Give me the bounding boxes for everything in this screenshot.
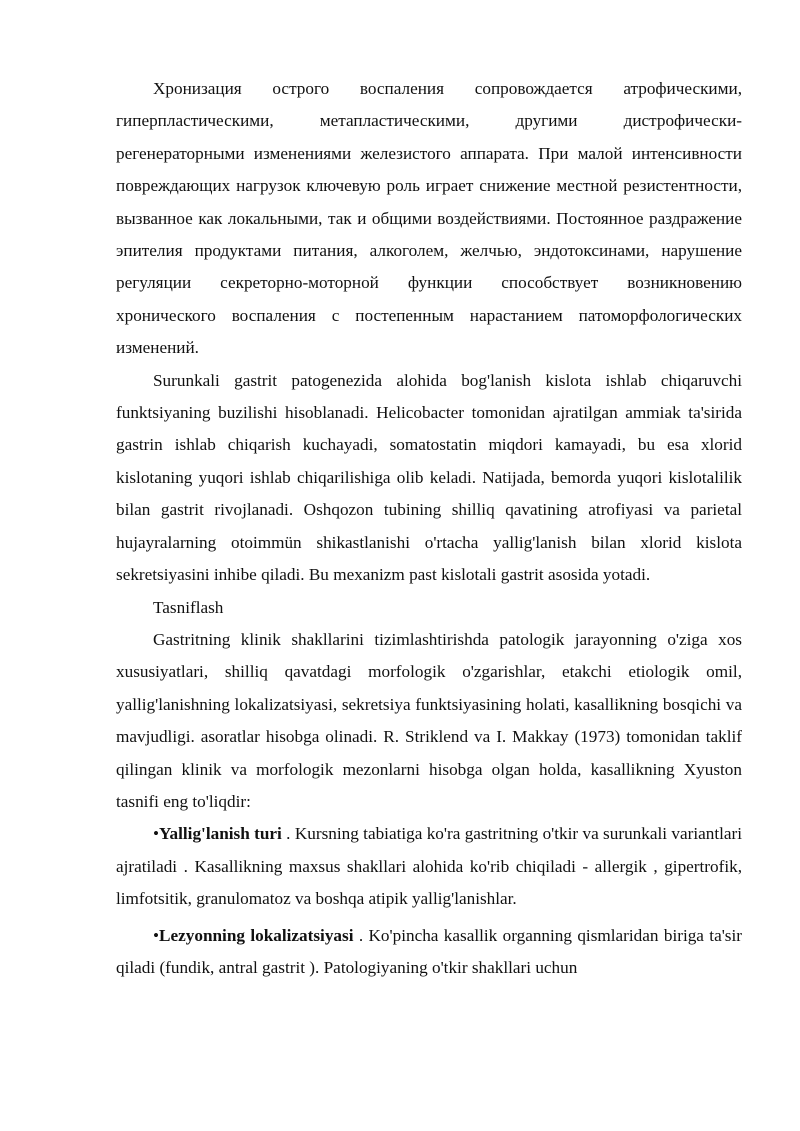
paragraph-chronic-inflammation: Хронизация острого воспаления сопровождается атрофическими, гиперпластическими, метапластическими, другими дистрофически-регенераторными изменениями железистого аппарата. При малой интенсивности повреждающих нагрузок ключевую роль играет снижение местной резистентности, вызванное как локальными, так и общими воздействиями. Постоянное раздражение эпителия продуктами питания, алкоголем, желчью, эндотоксинами, нарушение регуляции секреторно-моторной функции способствует возникновению хронического воспаления с постепенным нарастанием патоморфологических изменений. — [116, 79, 742, 358]
section-heading-classification: Tasniflash — [153, 597, 224, 617]
paragraph-pathogenesis: Surunkali gastrit patogenezida alohida bog'lanish kislota ishlab chiqaruvchi funktsiyaning buzilishi hisoblanadi. Helicobacter tomonidan ajratilgan ammiak ta'sirida gastrin ishlab chiqarish kuchayadi, somatostatin miqdori kamayadi, bu esa xlorid kislotaning yuqori ishlab chiqarilishiga olib keladi. Natijada, bemorda yuqori kislotalilik bilan gastrit rivojlanadi. Oshqozon tubining shilliq qavatining atrofiyasi va parietal hujayralarning otoimmün shikastlanishi o'rtacha yallig'lanish bilan xlorid kislota sekretsiyasini inhibe qiladi. Bu mexanizm past kislotali gastrit asosida yotadi. — [116, 370, 742, 585]
bullet-item-lesion-localization — [116, 920, 742, 985]
bullet-item-inflammation-type — [116, 818, 742, 915]
bullet-title: Yallig'lanish turi — [159, 824, 282, 844]
bullet-marker: • — [153, 925, 160, 945]
bullet-text: . Kursning tabiatiga ko'ra gastritning o'tkir va surunkali variantlari ajratiladi . Kasallikning maxsus shakllari alohida ko'rib chiqiladi - allergik , gipertrofik, limfotsitik, granulomatoz va boshqa atipik yallig'lanishlar. — [116, 824, 743, 909]
bullet-marker: • — [153, 824, 160, 844]
bullet-text: . Ko'pincha kasallik organning qismlaridan biriga ta'sir qiladi (fundik, antral gastrit ). Patologiyaning o'tkir shakllari uchun — [116, 925, 742, 977]
paragraph-classification: Gastritning klinik shakllarini tizimlashtirishda patologik jarayonning o'ziga xos xususiyatlari, shilliq qavatdagi morfologik o'zgarishlar, etakchi etiologik omil, yallig'lanishning lokalizatsiyasi, sekretsiya funktsiyasining holati, kasallikning bosqichi va mavjudligi. asoratlar hisobga olinadi. R. Striklend va I. Makkay (1973) tomonidan taklif qilingan klinik va morfologik mezonlarni hisobga olgan holda, kasallikning Xyuston tasnifi eng to'liqdir: — [116, 629, 742, 811]
bullet-title: Lezyonning lokalizatsiyasi — [159, 925, 354, 945]
document-page — [116, 73, 742, 984]
